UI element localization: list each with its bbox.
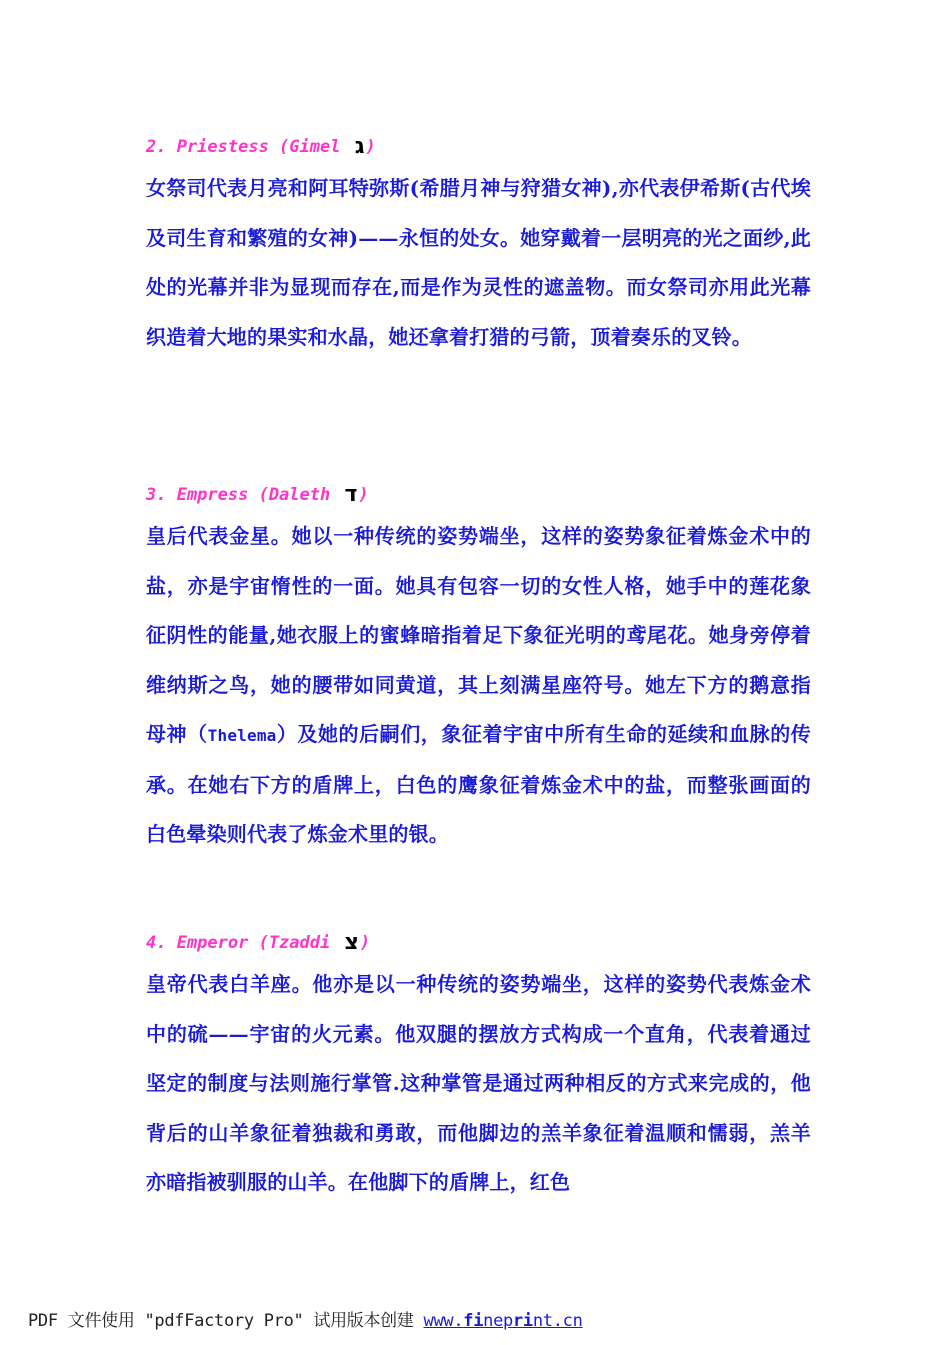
pdf-footer (28, 1306, 583, 1331)
hebrew-letter-tzaddi: צ (344, 930, 359, 955)
section-paragraph: 皇帝代表白羊座。他亦是以一种传统的姿势端坐，这样的姿势代表炼金术中的硫——宇宙的火元素。他双腿的摆放方式构成一个直角，代表着通过坚定的制度与法则施行掌管.这种掌管是通过两种相反的方式来完成的，他背后的山羊象征着独裁和勇敢，而他脚边的羔羊象征着温顺和懦弱，羔羊亦暗指被驯服的山羊。在他脚下的盾牌上，红色 (146, 972, 811, 1194)
paragraph-text: 皇后代表金星。她以一种传统的姿势端坐，这样的姿势象征着炼金术中的盐，亦是宇宙惰性的一面。她具有包容一切的女性人格，她手中的莲花象征阴性的能量,她衣服上的蜜蜂暗指着足下象征光明的鸢尾花。她身旁停着维纳斯之鸟，她的腰带如同黄道，其上刻满星座符号。她左下方的鹅意指母神（ (146, 524, 811, 746)
heading-text: 3. Empress (Daleth (146, 485, 341, 505)
heading-close: ) (358, 485, 369, 505)
section-heading (146, 930, 811, 956)
heading-text: 4. Emperor (Tzaddi (146, 933, 341, 953)
section-paragraph (146, 512, 811, 860)
section-heading (146, 482, 811, 508)
link-text: fi (463, 1311, 484, 1331)
footer-text: PDF 文件使用 "pdfFactory Pro" 试用版本创建 (28, 1311, 424, 1331)
heading-close: ) (359, 933, 371, 953)
paragraph-text: ）及她的后嗣们，象征着宇宙中所有生命的延续和血脉的传承。在她右下方的盾牌上，白色的鹰象征着炼金术中的盐，而整张画面的白色晕染则代表了炼金术里的银。 (146, 722, 811, 846)
hebrew-letter-daleth: ד (344, 482, 358, 507)
link-text: nep (483, 1311, 513, 1331)
section-emperor (146, 930, 811, 1208)
heading-close: ) (365, 137, 376, 157)
fineprint-link[interactable] (424, 1311, 583, 1331)
link-text: www. (423, 1311, 464, 1331)
section-paragraph: 女祭司代表月亮和阿耳特弥斯(希腊月神与狩猎女神),亦代表伊希斯(古代埃及司生育和繁殖的女神)——永恒的处女。她穿戴着一层明亮的光之面纱,此处的光幕并非为显现而存在,而是作为灵性的遮盖物。而女祭司亦用此光幕织造着大地的果实和水晶，她还拿着打猎的弓箭，顶着奏乐的叉铃。 (146, 176, 811, 349)
section-priestess (146, 134, 811, 362)
link-text: ri (512, 1311, 533, 1331)
section-empress (146, 482, 811, 860)
hebrew-letter-gimel: ג (354, 134, 365, 159)
section-heading (146, 134, 811, 160)
paragraph-term-thelema: Thelema (207, 726, 277, 745)
link-text: nt.cn (532, 1311, 583, 1331)
heading-text: 2. Priestess (Gimel (146, 137, 351, 157)
